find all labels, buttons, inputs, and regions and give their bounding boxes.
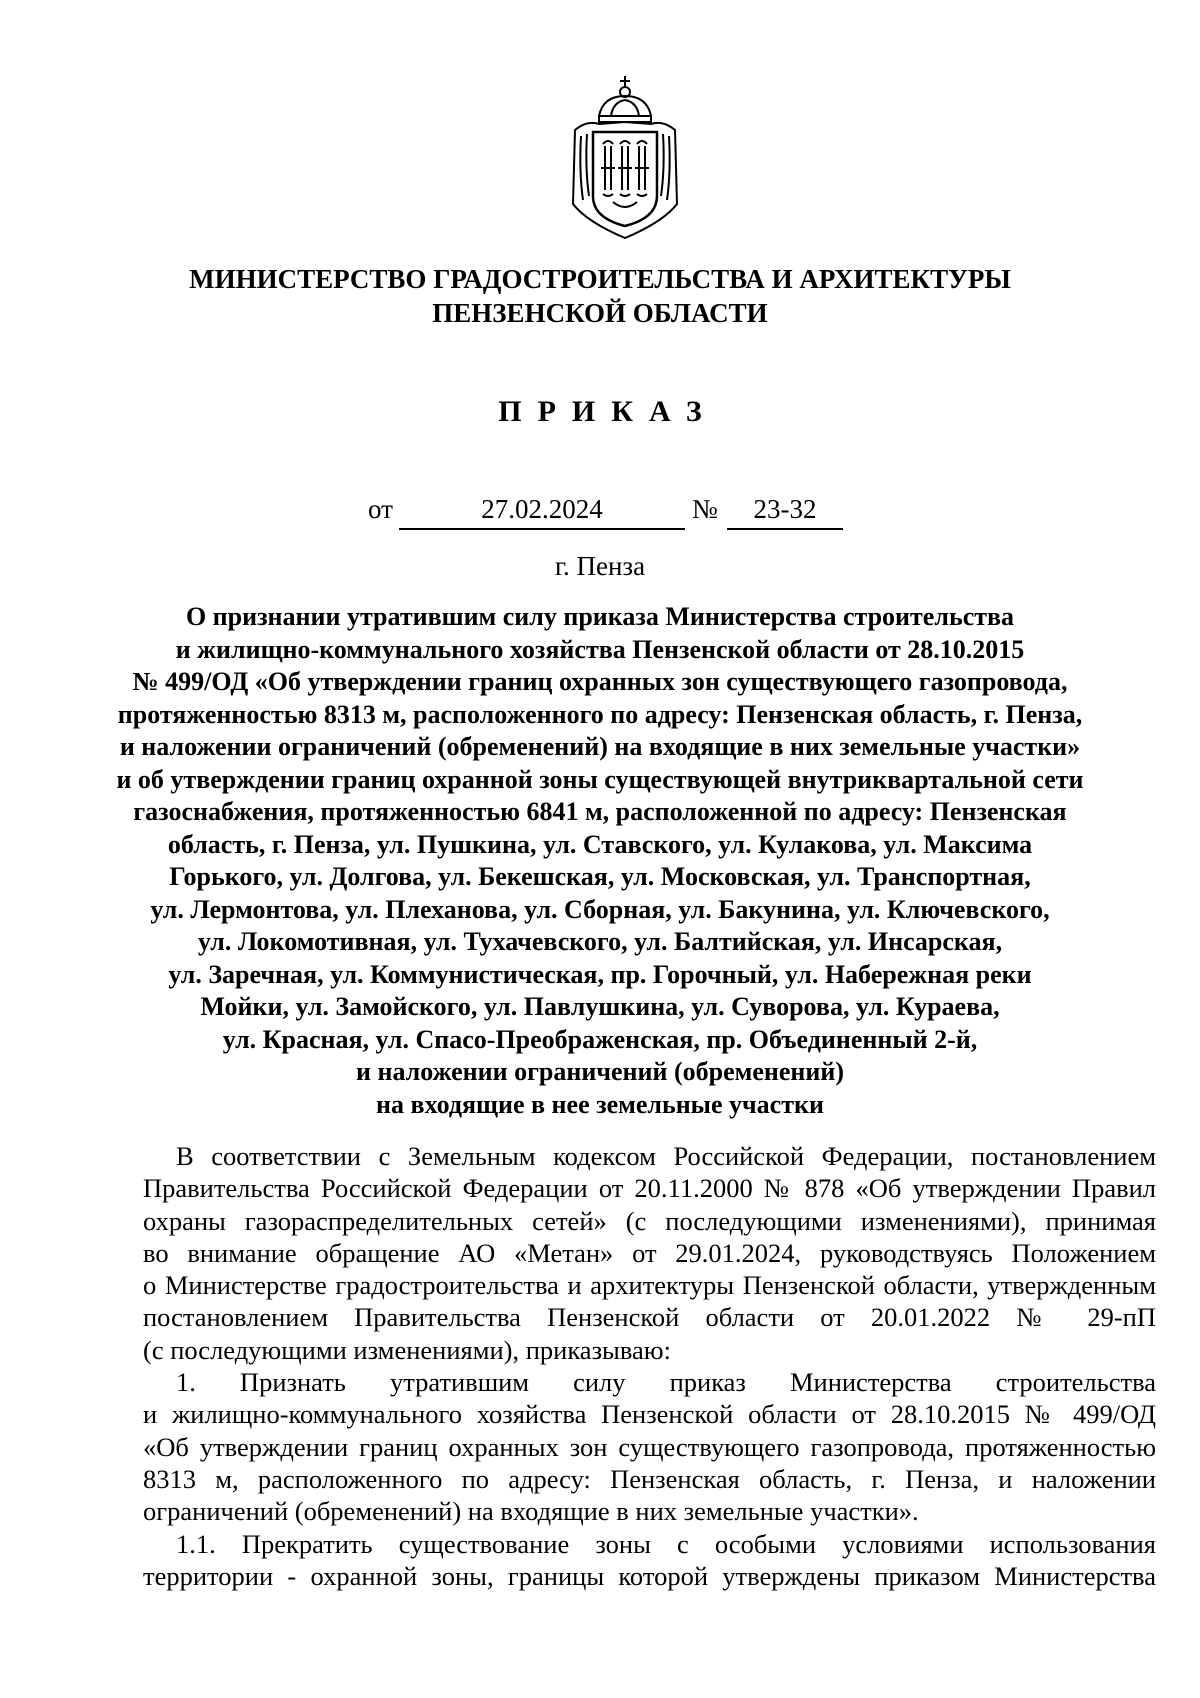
ministry-title-line2: ПЕНЗЕНСКОЙ ОБЛАСТИ (432, 298, 768, 328)
ministry-title-line1: МИНИСТЕРСТВО ГРАДОСТРОИТЕЛЬСТВА И АРХИТЕКТУРЫ (189, 264, 1011, 294)
item-1-line: 1. Признать утратившим силу приказ Министерства строительства (176, 1367, 1156, 1398)
subject-line: ул. Заречная, ул. Коммунистическая, пр. Горочный, ул. Набережная реки (168, 959, 1032, 989)
preamble-line: постановлением Правительства Пензенской области от 20.01.2022 № 29-пП (143, 1302, 1156, 1333)
document-type-title: ПРИКАЗ (498, 395, 718, 428)
subject-line: и об утверждении границ охранной зоны существующей внутриквартальной сети (116, 764, 1084, 794)
city: г. Пенза (554, 551, 646, 581)
subject-line: и жилищно-коммунального хозяйства Пензенской области от 28.10.2015 (175, 634, 1025, 664)
preamble-line: охраны газораспределительных сетей» (с последующими изменениями), принимая (143, 1205, 1156, 1236)
item-1-1-line: территории - охранной зоны, границы которой утверждены приказом Министерства (143, 1560, 1156, 1591)
preamble-line: Правительства Российской Федерации от 20.11.2000 № 878 «Об утверждении Правил (143, 1173, 1156, 1204)
item-1-line: ограничений (обременений) на входящие в них земельные участки». (143, 1496, 919, 1527)
order-subject (100, 601, 1100, 1121)
number-prefix: № (692, 494, 718, 524)
subject-line: и наложении ограничений (обременений) (355, 1057, 845, 1086)
preamble-line: о Министерстве градостроительства и архитектуры Пензенской области, утвержденным (143, 1270, 1156, 1301)
preamble-line: В соответствии с Земельным кодексом Российской Федерации, постановлением (176, 1141, 1156, 1171)
item-1-line: 8313 м, расположенного по адресу: Пензенская область, г. Пенза, и наложении (143, 1463, 1156, 1494)
item-1-1-line: 1.1. Прекратить существование зоны с особыми условиями использования (176, 1528, 1156, 1559)
preamble-line: (с последующими изменениями), приказываю: (143, 1334, 671, 1365)
order-date: 27.02.2024 (399, 494, 685, 530)
item-1-1-paragraph (143, 1528, 1156, 1593)
item-1-line: «Об утверждении границ охранных зон существующего газопровода, протяженностью (143, 1431, 1156, 1462)
order-body (143, 1140, 1156, 1592)
order-meta (0, 494, 1200, 530)
subject-line: О признании утратившим силу приказа Министерства строительства (185, 602, 1015, 631)
preamble-line: во внимание обращение АО «Метан» от 29.01.2024, руководствуясь Положением (143, 1237, 1156, 1268)
subject-line: и наложении ограничений (обременений) на входящие в них земельные участки» (119, 732, 1081, 761)
subject-line: область, г. Пенза, ул. Пушкина, ул. Ставского, ул. Кулакова, ул. Максима (167, 829, 1033, 859)
item-1-line: и жилищно-коммунального хозяйства Пензенской области от 28.10.2015 № 499/ОД (143, 1399, 1156, 1430)
subject-line: ул. Красная, ул. Спасо-Преображенская, пр. Объединенный 2-й, (222, 1024, 978, 1054)
penza-coat-of-arms-icon (565, 72, 685, 240)
subject-line: на входящие в нее земельные участки (376, 1089, 824, 1119)
subject-line: Горького, ул. Долгова, ул. Бекешская, ул. Московская, ул. Транспортная, (169, 862, 1031, 891)
subject-line: ул. Локомотивная, ул. Тухачевского, ул. Балтийская, ул. Инсарская, (197, 927, 1003, 956)
subject-line: ул. Лермонтова, ул. Плеханова, ул. Сборная, ул. Бакунина, ул. Ключевского, (150, 894, 1050, 924)
subject-line: Мойки, ул. Замойского, ул. Павлушкина, ул. Суворова, ул. Кураева, (200, 992, 1000, 1021)
date-prefix: от (368, 494, 393, 524)
subject-line: протяженностью 8313 м, расположенного по адресу: Пензенская область, г. Пенза, (117, 699, 1083, 729)
subject-line: № 499/ОД «Об утверждении границ охранных зон существующего газопровода, (132, 667, 1068, 696)
order-number: 23-32 (727, 494, 843, 530)
preamble-paragraph (143, 1140, 1156, 1366)
subject-line: газоснабжения, протяженностью 6841 м, расположенной по адресу: Пензенская (133, 797, 1067, 826)
item-1-paragraph (143, 1366, 1156, 1527)
ministry-title (100, 262, 1100, 330)
